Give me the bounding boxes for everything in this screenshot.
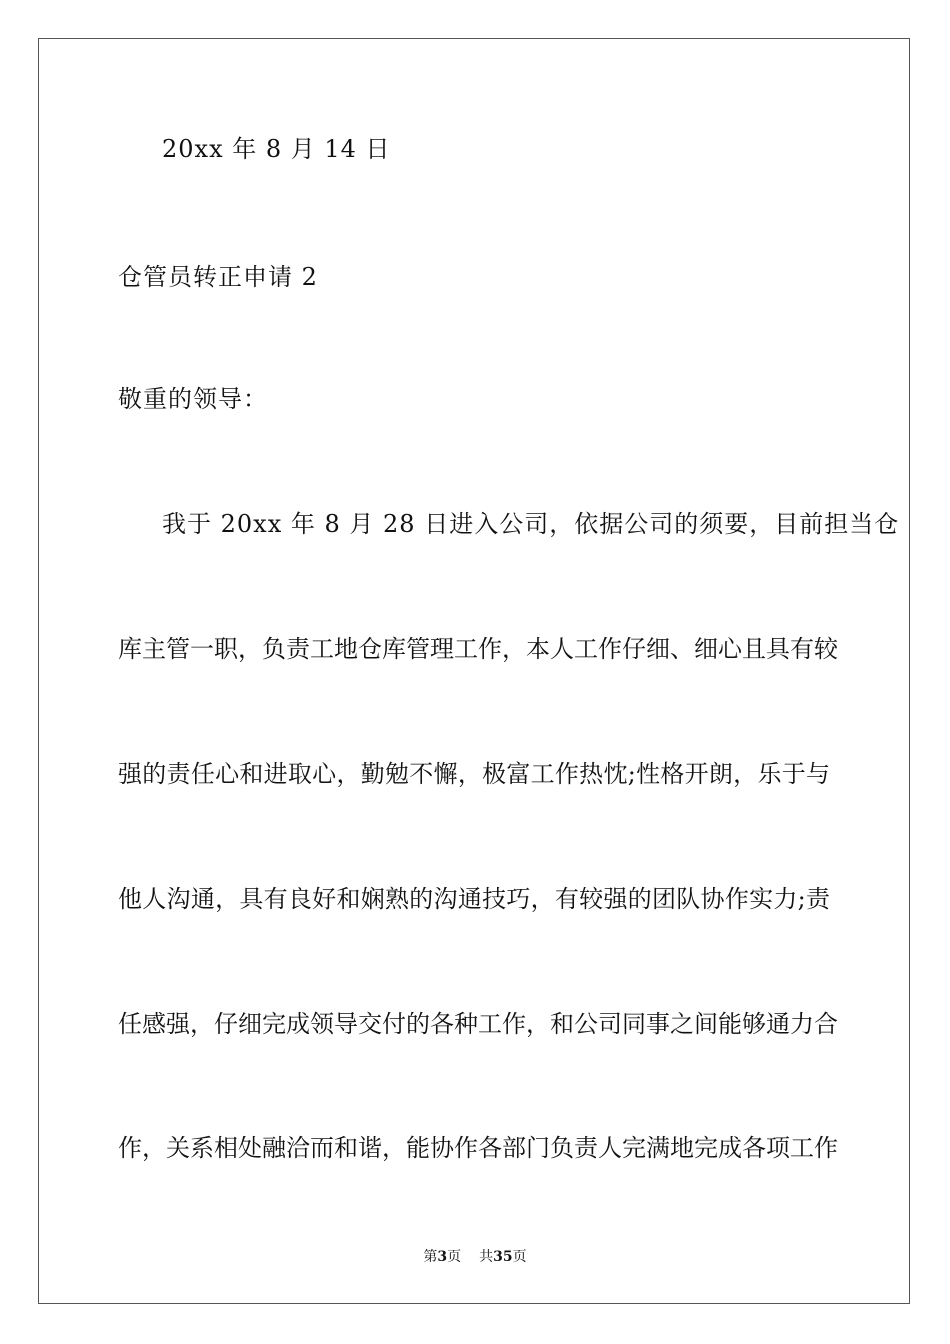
body-line-2: 库主管一职，负责工地仓库管理工作，本人工作仔细、细心且具有较 <box>118 635 838 663</box>
body-line-3: 强的责任心和进取心，勤勉不懈，极富工作热忱;性格开朗，乐于与 <box>118 760 830 788</box>
body-line-4: 他人沟通，具有良好和娴熟的沟通技巧，有较强的团队协作实力;责 <box>118 885 830 913</box>
body-line-6: 作，关系相处融洽而和谐，能协作各部门负责人完满地完成各项工作 <box>118 1134 838 1162</box>
document-title: 仓管员转正申请 2 <box>118 263 318 291</box>
salutation: 敬重的领导： <box>118 385 268 413</box>
body-line-1: 我于 20xx 年 8 月 28 日进入公司，依据公司的须要，目前担当仓 <box>162 510 900 538</box>
body-line-5: 任感强，仔细完成领导交付的各种工作，和公司同事之间能够通力合 <box>118 1010 838 1038</box>
page-footer <box>0 1248 950 1266</box>
footer-total-prefix: 共 <box>479 1249 494 1265</box>
footer-page-number: 3 <box>437 1249 448 1265</box>
page-frame <box>38 38 910 1304</box>
footer-page-suffix: 页 <box>447 1249 462 1265</box>
footer-total-pages: 35 <box>493 1249 513 1265</box>
footer-total-suffix: 页 <box>512 1249 527 1265</box>
footer-page-prefix: 第 <box>423 1249 438 1265</box>
date-line: 20xx 年 8 月 14 日 <box>162 135 391 163</box>
